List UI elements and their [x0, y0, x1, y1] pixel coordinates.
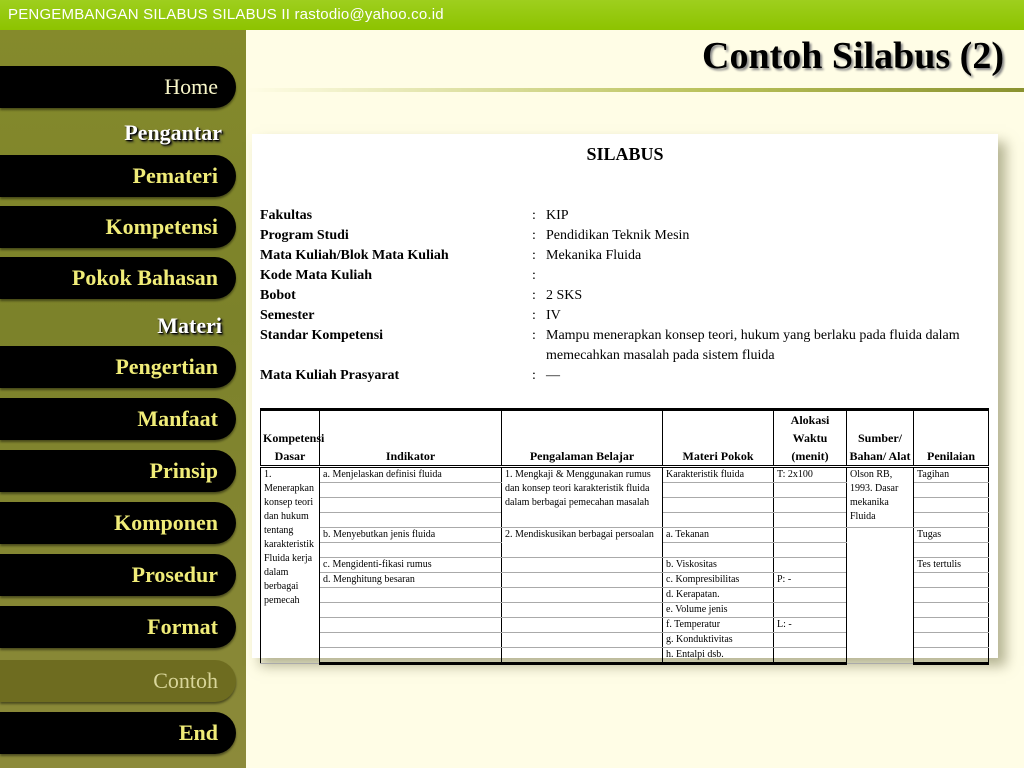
nav-prosedur-button[interactable] — [0, 554, 236, 596]
indikator-cell — [320, 513, 502, 528]
column-header: Penilaian — [914, 410, 989, 467]
alokasi-cell: T: 2x100 — [774, 467, 847, 483]
pengalaman-cell-empty — [502, 573, 663, 588]
field-value: — — [546, 368, 560, 383]
penilaian-cell — [914, 498, 989, 513]
penilaian-cell: Tes tertulis — [914, 558, 989, 573]
nav-manfaat-label: Manfaat — [137, 406, 218, 431]
document-title: SILABUS — [586, 144, 664, 164]
materi-cell — [663, 543, 774, 558]
nav-pemateri-button[interactable] — [0, 155, 236, 197]
column-header: Alokasi Waktu (menit) — [774, 410, 847, 467]
nav-pemateri-label: Pemateri — [132, 163, 218, 188]
syllabus-table — [260, 408, 989, 665]
nav-kompetensi-button[interactable] — [0, 206, 236, 248]
field-value: KIP — [546, 208, 569, 223]
table-row — [261, 467, 989, 483]
alokasi-cell — [774, 648, 847, 664]
materi-cell — [663, 498, 774, 513]
table-header-row — [261, 410, 989, 467]
alokasi-cell — [774, 483, 847, 498]
field-label: Standar Kompetensi — [260, 328, 384, 343]
nav-prinsip-label: Prinsip — [149, 458, 218, 483]
materi-cell: a. Tekanan — [663, 528, 774, 543]
pengalaman-cell-empty — [502, 588, 663, 603]
indikator-cell — [320, 648, 502, 664]
penilaian-cell — [914, 543, 989, 558]
penilaian-cell: Tugas — [914, 528, 989, 543]
indikator-cell — [320, 633, 502, 648]
nav-pengertian-label: Pengertian — [115, 354, 218, 379]
sidebar — [0, 30, 246, 768]
column-header: Kompetensi Dasar — [261, 410, 320, 467]
nav-end-button[interactable] — [0, 712, 236, 754]
indikator-cell: b. Menyebutkan jenis fluida — [320, 528, 502, 543]
sumber-cell-empty — [847, 528, 914, 664]
nav-home-button[interactable] — [0, 66, 236, 108]
alokasi-cell — [774, 543, 847, 558]
indikator-cell — [320, 498, 502, 513]
syllabus-document — [252, 134, 998, 658]
penilaian-cell — [914, 588, 989, 603]
field-value: Mampu menerapkan konsep teori, hukum yang berlaku pada fluida dalam memecahkan masalah pada sistem fluida — [546, 328, 960, 363]
column-header: Pengalaman Belajar — [502, 410, 663, 467]
nav-pokok-bahasan-label: Pokok Bahasan — [71, 265, 218, 290]
pengalaman-belajar-cell: 2. Mendiskusikan berbagai persoalan — [502, 528, 663, 558]
nav-pokok-bahasan-button[interactable] — [0, 257, 236, 299]
materi-cell — [663, 483, 774, 498]
alokasi-cell — [774, 633, 847, 648]
indikator-cell: a. Menjelaskan definisi fluida — [320, 467, 502, 483]
title-divider — [246, 88, 1024, 92]
materi-cell: b. Viskositas — [663, 558, 774, 573]
kompetensi-dasar-cell: 1. Menerapkan konsep teori dan hukum tentang karakteristik Fluida kerja dalam berbagai pemecah — [261, 467, 320, 664]
materi-cell: d. Kerapatan. — [663, 588, 774, 603]
nav-end-label: End — [178, 720, 218, 745]
pengalaman-belajar-cell: 1. Mengkaji & Menggunakan rumus dan konsep teori karakteristik fluida dalam berbagai pemecahan masalah — [502, 467, 663, 528]
field-colon: : — [532, 368, 536, 383]
pengalaman-cell-empty — [502, 558, 663, 573]
pengalaman-cell-empty — [502, 603, 663, 618]
field-value: Pendidikan Teknik Mesin — [546, 228, 690, 243]
materi-cell — [663, 513, 774, 528]
indikator-cell — [320, 483, 502, 498]
nav-komponen-button[interactable] — [0, 502, 236, 544]
field-value: 2 SKS — [546, 288, 583, 303]
pengalaman-cell-empty — [502, 618, 663, 633]
sumber-cell: Olson RB, 1993. Dasar mekanika Fluida — [847, 467, 914, 528]
field-label: Mata Kuliah Prasyarat — [260, 368, 400, 383]
nav-komponen-label: Komponen — [114, 510, 218, 535]
nav-contoh-button[interactable] — [0, 660, 236, 702]
nav-format-button[interactable] — [0, 606, 236, 648]
penilaian-cell — [914, 483, 989, 498]
indikator-cell — [320, 603, 502, 618]
penilaian-cell — [914, 603, 989, 618]
field-label: Program Studi — [260, 228, 349, 243]
section-heading-materi: Materi — [157, 313, 222, 338]
column-header: Sumber/ Bahan/ Alat — [847, 410, 914, 467]
field-colon: : — [532, 228, 536, 243]
materi-cell: h. Entalpi dsb. — [663, 648, 774, 664]
nav-prinsip-button[interactable] — [0, 450, 236, 492]
penilaian-cell — [914, 633, 989, 648]
field-colon: : — [532, 248, 536, 263]
indikator-cell — [320, 618, 502, 633]
field-colon: : — [532, 288, 536, 303]
field-colon: : — [532, 328, 536, 343]
penilaian-cell — [914, 618, 989, 633]
field-value: IV — [546, 308, 561, 323]
nav-prosedur-label: Prosedur — [131, 562, 218, 587]
field-colon: : — [532, 308, 536, 323]
nav-contoh-label: Contoh — [153, 668, 218, 693]
indikator-cell: d. Menghitung besaran — [320, 573, 502, 588]
materi-cell: e. Volume jenis — [663, 603, 774, 618]
alokasi-cell — [774, 498, 847, 513]
alokasi-cell — [774, 558, 847, 573]
column-header: Materi Pokok — [663, 410, 774, 467]
indikator-cell: c. Mengidenti-fikasi rumus — [320, 558, 502, 573]
indikator-cell — [320, 588, 502, 603]
nav-pengertian-button[interactable] — [0, 346, 236, 388]
field-colon: : — [532, 268, 536, 283]
field-label: Semester — [260, 308, 315, 323]
alokasi-cell: L: - — [774, 618, 847, 633]
section-heading-pengantar: Pengantar — [124, 120, 222, 145]
materi-cell: g. Konduktivitas — [663, 633, 774, 648]
pengalaman-cell-empty — [502, 633, 663, 648]
penilaian-cell: Tagihan — [914, 467, 989, 483]
header-text: PENGEMBANGAN SILABUS SILABUS II rastodio@yahoo.co.id — [8, 6, 444, 23]
field-value: Mekanika Fluida — [546, 248, 642, 263]
field-label: Kode Mata Kuliah — [260, 268, 373, 283]
table-row — [261, 528, 989, 543]
pengalaman-cell-empty — [502, 648, 663, 664]
nav-home-label: Home — [164, 74, 218, 99]
penilaian-cell — [914, 513, 989, 528]
indikator-cell — [320, 543, 502, 558]
slide-title: Contoh Silabus (2) — [702, 35, 1004, 77]
alokasi-cell — [774, 513, 847, 528]
alokasi-cell — [774, 528, 847, 543]
alokasi-cell — [774, 588, 847, 603]
nav-format-label: Format — [147, 614, 218, 639]
alokasi-cell — [774, 603, 847, 618]
header-bar — [0, 0, 1024, 30]
penilaian-cell — [914, 648, 989, 664]
field-label: Bobot — [260, 288, 296, 303]
alokasi-cell: P: - — [774, 573, 847, 588]
materi-cell: Karakteristik fluida — [663, 467, 774, 483]
column-header: Indikator — [320, 410, 502, 467]
field-label: Fakultas — [260, 208, 313, 223]
materi-cell: c. Kompresibilitas — [663, 573, 774, 588]
nav-kompetensi-label: Kompetensi — [105, 214, 218, 239]
penilaian-cell — [914, 573, 989, 588]
materi-cell: f. Temperatur — [663, 618, 774, 633]
nav-manfaat-button[interactable] — [0, 398, 236, 440]
field-colon: : — [532, 208, 536, 223]
field-label: Mata Kuliah/Blok Mata Kuliah — [260, 248, 449, 263]
